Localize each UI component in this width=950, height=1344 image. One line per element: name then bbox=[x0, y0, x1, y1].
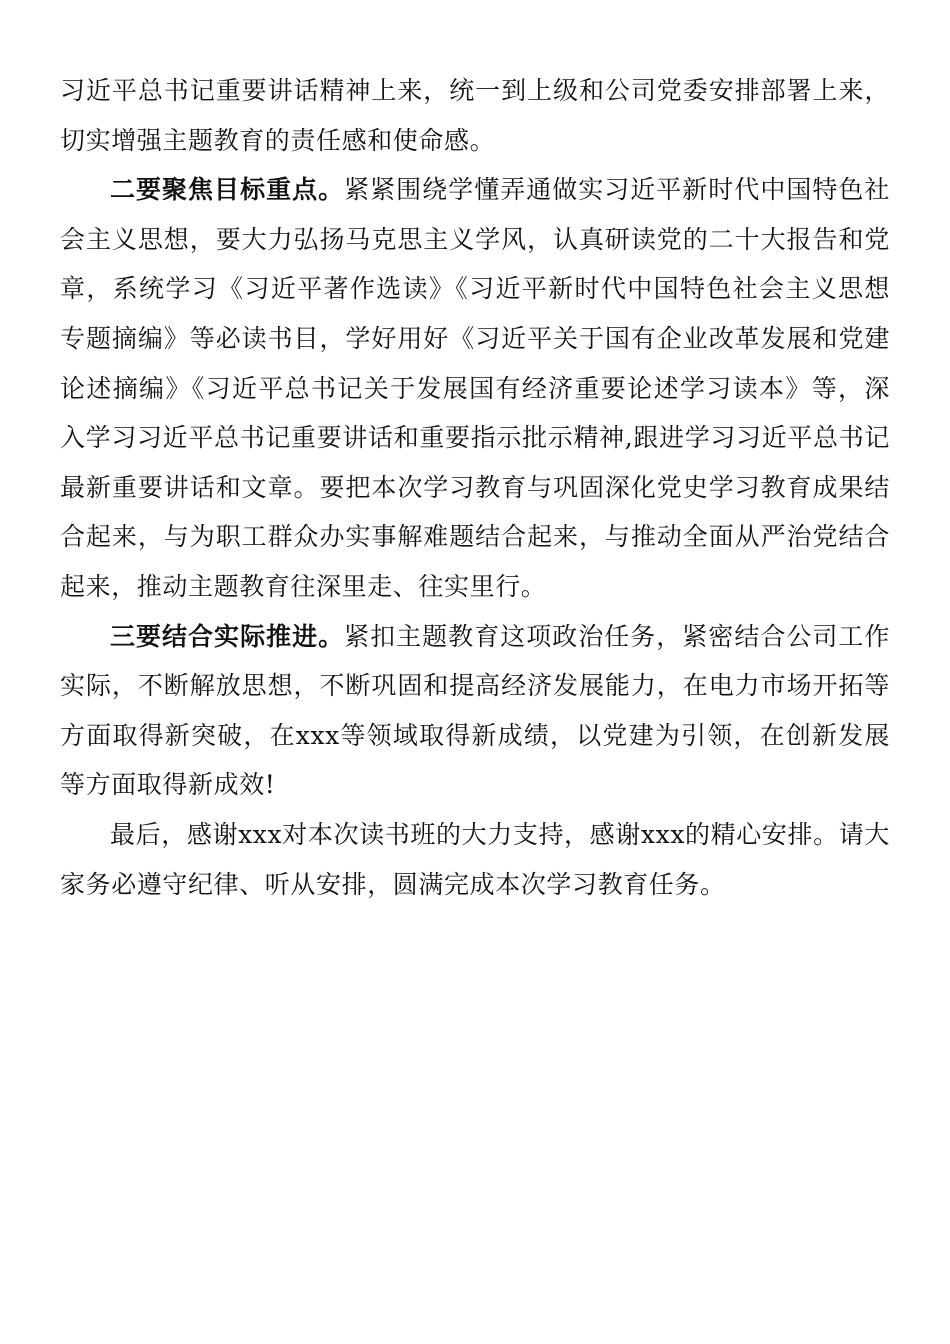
paragraph-text: 紧扣主题教育这项政治任务，紧密结合公司工作实际，不断解放思想，不断巩固和提高经济发展能力，在电力市场开拓等方面取得新突破，在xxx等领域取得新成绩，以党建为引领，在创新发展等方面取得新成效! bbox=[60, 621, 890, 800]
paragraph-text: 紧紧围绕学懂弄通做实习近平新时代中国特色社会主义思想，要大力弘扬马克思主义学风，认真研读党的二十大报告和党章，系统学习《习近平著作选读》《习近平新时代中国特色社会主义思想专题摘编》等必读书目，学好用好《习近平关于国有企业改革发展和党建论述摘编》《习近平总书记关于发展国有经济重要论述学习读本》等，深入学习习近平总书记重要讲话和重要指示批示精神,跟进学习习近平总书记最新重要讲话和文章。要把本次学习教育与巩固深化党史学习教育成果结合起来，与为职工群众办实事解难题结合起来，与推动全面从严治党结合起来，推动主题教育往深里走、往实里行。 bbox=[60, 175, 890, 601]
paragraph-point-three bbox=[60, 612, 890, 810]
paragraph-heading: 三要结合实际推进。 bbox=[110, 621, 345, 651]
paragraph-text: 最后，感谢xxx对本次读书班的大力支持，感谢xxx的精心安排。请大家务必遵守纪律、听从安排，圆满完成本次学习教育任务。 bbox=[60, 819, 890, 899]
document-body bbox=[60, 66, 890, 909]
paragraph-point-two bbox=[60, 165, 890, 611]
paragraph-continuation bbox=[60, 66, 890, 165]
paragraph-closing bbox=[60, 810, 890, 909]
paragraph-text: 习近平总书记重要讲话精神上来，统一到上级和公司党委安排部署上来，切实增强主题教育的责任感和使命感。 bbox=[60, 76, 890, 155]
paragraph-heading: 二要聚焦目标重点。 bbox=[110, 175, 345, 205]
